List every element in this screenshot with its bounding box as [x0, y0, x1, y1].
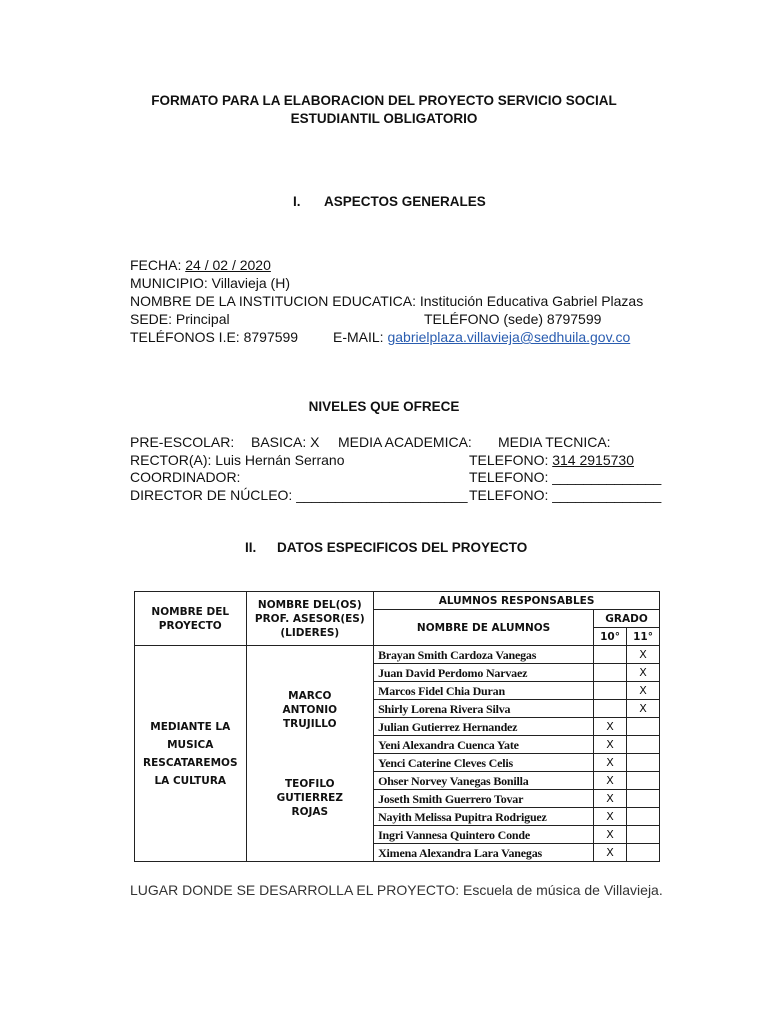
header-grado-10: 10°: [594, 628, 627, 646]
student-name: Marcos Fidel Chia Duran: [374, 682, 594, 700]
grade-10-mark: X: [594, 754, 627, 772]
email-link[interactable]: gabrielplaza.villavieja@sedhuila.gov.co: [387, 329, 631, 345]
municipio-line: MUNICIPIO: Villavieja (H): [130, 275, 290, 291]
student-name: Joseth Smith Guerrero Tovar: [374, 790, 594, 808]
header-grado-11: 11°: [627, 628, 660, 646]
grade-10-mark: [594, 700, 627, 718]
grade-10-mark: X: [594, 844, 627, 862]
telefonos-ie: TELÉFONOS I.E: 8797599: [130, 329, 299, 345]
grade-11-mark: X: [627, 682, 660, 700]
grade-10-mark: [594, 664, 627, 682]
grade-11-mark: [627, 718, 660, 736]
asesor-name: TEOFILO GUTIERREZ ROJAS: [276, 777, 343, 818]
director-telefono: TELEFONO: ______________: [469, 487, 662, 503]
grade-10-mark: X: [594, 772, 627, 790]
document-title-line1: FORMATO PARA LA ELABORACION DEL PROYECTO SERVICIO SOCIAL: [151, 93, 617, 108]
coordinador-line: COORDINADOR:: [130, 469, 241, 485]
grade-11-mark: X: [627, 700, 660, 718]
section2-title: DATOS ESPECIFICOS DEL PROYECTO: [277, 540, 528, 555]
header-nombre-proyecto: NOMBRE DEL PROYECTO: [135, 592, 247, 646]
grade-10-mark: [594, 646, 627, 664]
project-table: [134, 591, 660, 862]
asesor-name: MARCO ANTONIO TRUJILLO: [282, 689, 338, 730]
institucion-line: NOMBRE DE LA INSTITUCION EDUCATICA: Institución Educativa Gabriel Plazas: [130, 293, 644, 309]
grade-11-mark: [627, 790, 660, 808]
student-name: Ximena Alexandra Lara Vanegas: [374, 844, 594, 862]
section1-title: ASPECTOS GENERALES: [324, 194, 486, 209]
basica-label: BASICA: X: [251, 434, 320, 450]
rector-telefono-label: TELEFONO:: [469, 452, 553, 468]
grade-11-mark: [627, 772, 660, 790]
section2-number: II.: [245, 540, 257, 555]
grade-11-mark: [627, 808, 660, 826]
fecha-label: FECHA:: [130, 257, 186, 273]
student-name: Ohser Norvey Vanegas Bonilla: [374, 772, 594, 790]
student-name: Juan David Perdomo Narvaez: [374, 664, 594, 682]
header-nombre-alumnos: NOMBRE DE ALUMNOS: [374, 610, 594, 646]
director-line: DIRECTOR DE NÚCLEO: ______________________: [130, 487, 468, 503]
fecha-value: 24 / 02 / 2020: [185, 257, 271, 273]
grade-10-mark: X: [594, 736, 627, 754]
fecha-line: [130, 256, 271, 274]
rector-telefono: [469, 451, 634, 469]
header-grado: GRADO: [594, 610, 660, 628]
grade-10-mark: [594, 682, 627, 700]
rector-line: RECTOR(A): Luis Hernán Serrano: [130, 452, 345, 468]
media-academica-label: MEDIA ACADEMICA:: [338, 434, 472, 450]
grade-10-mark: X: [594, 826, 627, 844]
grade-11-mark: [627, 844, 660, 862]
section1-number: I.: [293, 194, 301, 209]
grade-10-mark: X: [594, 808, 627, 826]
sede-line: SEDE: Principal: [130, 311, 230, 327]
preescolar-label: PRE-ESCOLAR:: [130, 434, 235, 450]
header-alumnos-responsables: ALUMNOS RESPONSABLES: [374, 592, 660, 610]
student-name: Julian Gutierrez Hernandez: [374, 718, 594, 736]
grade-11-mark: X: [627, 646, 660, 664]
grade-11-mark: [627, 754, 660, 772]
student-name: Yeni Alexandra Cuenca Yate: [374, 736, 594, 754]
media-tecnica-label: MEDIA TECNICA:: [498, 434, 611, 450]
grade-11-mark: [627, 736, 660, 754]
grade-10-mark: X: [594, 718, 627, 736]
table-row: [135, 646, 660, 664]
coordinador-telefono: TELEFONO: ______________: [469, 469, 662, 485]
email-label: E-MAIL:: [333, 329, 388, 345]
lugar-line: LUGAR DONDE SE DESARROLLA EL PROYECTO: Escuela de música de Villavieja.: [130, 882, 663, 898]
document-title-line2: ESTUDIANTIL OBLIGATORIO: [290, 111, 478, 126]
student-name: Ingri Vannesa Quintero Conde: [374, 826, 594, 844]
student-name: Nayith Melissa Pupitra Rodriguez: [374, 808, 594, 826]
student-name: Yenci Caterine Cleves Celis: [374, 754, 594, 772]
student-name: Shirly Lorena Rivera Silva: [374, 700, 594, 718]
student-name: Brayan Smith Cardoza Vanegas: [374, 646, 594, 664]
header-asesores: NOMBRE DEL(OS) PROF. ASESOR(ES) (LIDERES): [246, 592, 374, 646]
grade-10-mark: X: [594, 790, 627, 808]
project-name-cell: MEDIANTE LA MUSICA RESCATAREMOS LA CULTURA: [135, 646, 247, 862]
grade-11-mark: [627, 826, 660, 844]
niveles-heading: NIVELES QUE OFRECE: [308, 399, 460, 414]
rector-telefono-value: 314 2915730: [552, 452, 634, 468]
asesores-cell: [246, 646, 374, 862]
grade-11-mark: X: [627, 664, 660, 682]
telefono-sede: TELÉFONO (sede) 8797599: [424, 311, 602, 327]
email-line: [333, 328, 630, 346]
